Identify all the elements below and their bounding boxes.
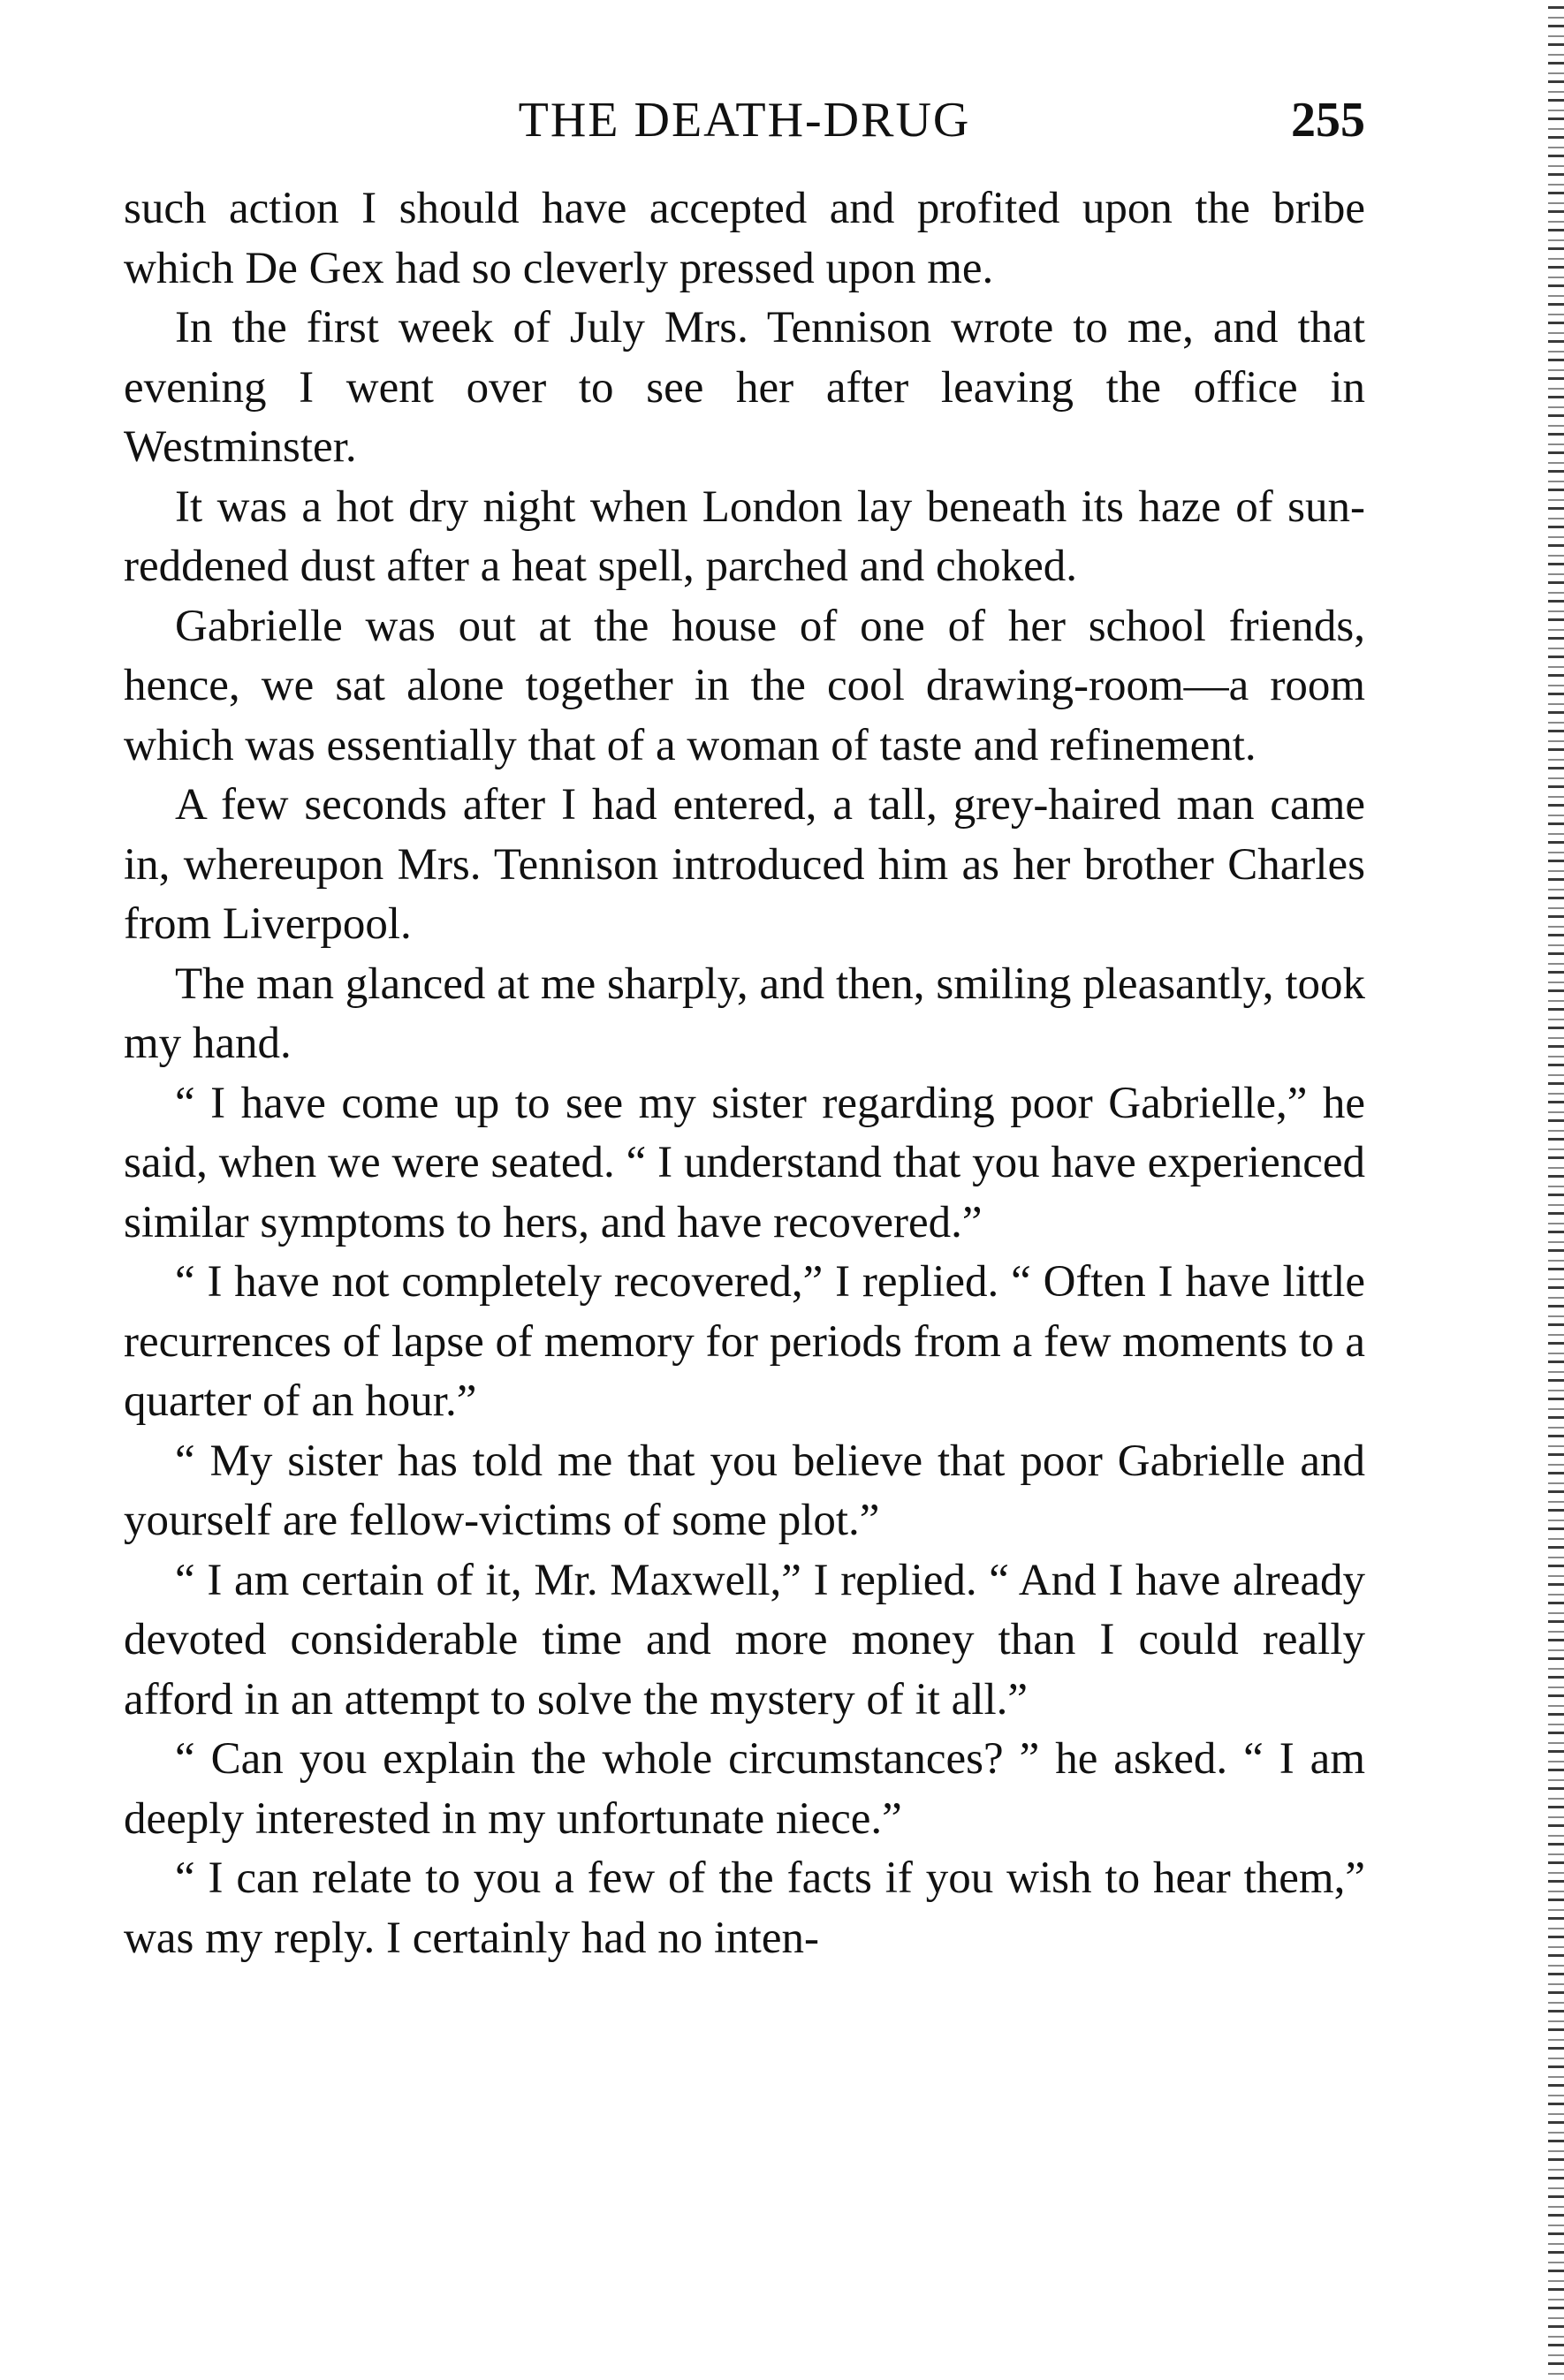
paragraph: such action I should have accepted and profited upon the bribe which De Gex had so cleverly pressed upon me. [124, 184, 1365, 293]
paragraph: In the first week of July Mrs. Tennison wrote to me, and that evening I went over to see her after leaving the office in Westminster. [124, 303, 1365, 472]
paragraph: “ I have not completely recovered,” I replied. “ Often I have little recurrences of lapse of memory for periods from a few moments to a quarter of an hour.” [124, 1257, 1365, 1426]
paragraph: “ I am certain of it, Mr. Maxwell,” I replied. “ And I have already devoted considerable time and more money than I could really afford in an attempt to solve the mystery of it all.” [124, 1555, 1365, 1724]
paragraph: “ I have come up to see my sister regarding poor Gabrielle,” he said, when we were seated. “ I understand that you have experienced similar symptoms to hers, and have recovered.” [124, 1078, 1365, 1247]
paragraph: “ My sister has told me that you believe that poor Gabrielle and yourself are fellow-victims of some plot.” [124, 1436, 1365, 1545]
paragraph: It was a hot dry night when London lay beneath its haze of sun-reddened dust after a heat spell, parched and choked. [124, 481, 1365, 591]
paragraph: The man glanced at me sharply, and then, smiling pleasantly, took my hand. [124, 959, 1365, 1068]
paragraph: “ Can you explain the whole circumstances? ” he asked. “ I am deeply interested in my unfortunate niece.” [124, 1734, 1365, 1844]
paragraph: Gabrielle was out at the house of one of her school friends, hence, we sat alone together in the cool drawing-room—a room which was essentially that of a woman of taste and refinement. [124, 601, 1365, 770]
paragraph: A few seconds after I had entered, a tall, grey-haired man came in, whereupon Mrs. Tennison introduced him as her brother Charles from Liverpool. [124, 780, 1365, 949]
paragraph: “ I can relate to you a few of the facts if you wish to hear them,” was my reply. I certainly had no inten- [124, 1853, 1365, 1963]
running-title: THE DEATH-DRUG [518, 93, 971, 148]
body-text [124, 179, 1365, 1968]
page-number: 255 [1291, 93, 1365, 148]
page-edge-scan-artifact [1545, 0, 1564, 2380]
page-header [124, 85, 1365, 155]
